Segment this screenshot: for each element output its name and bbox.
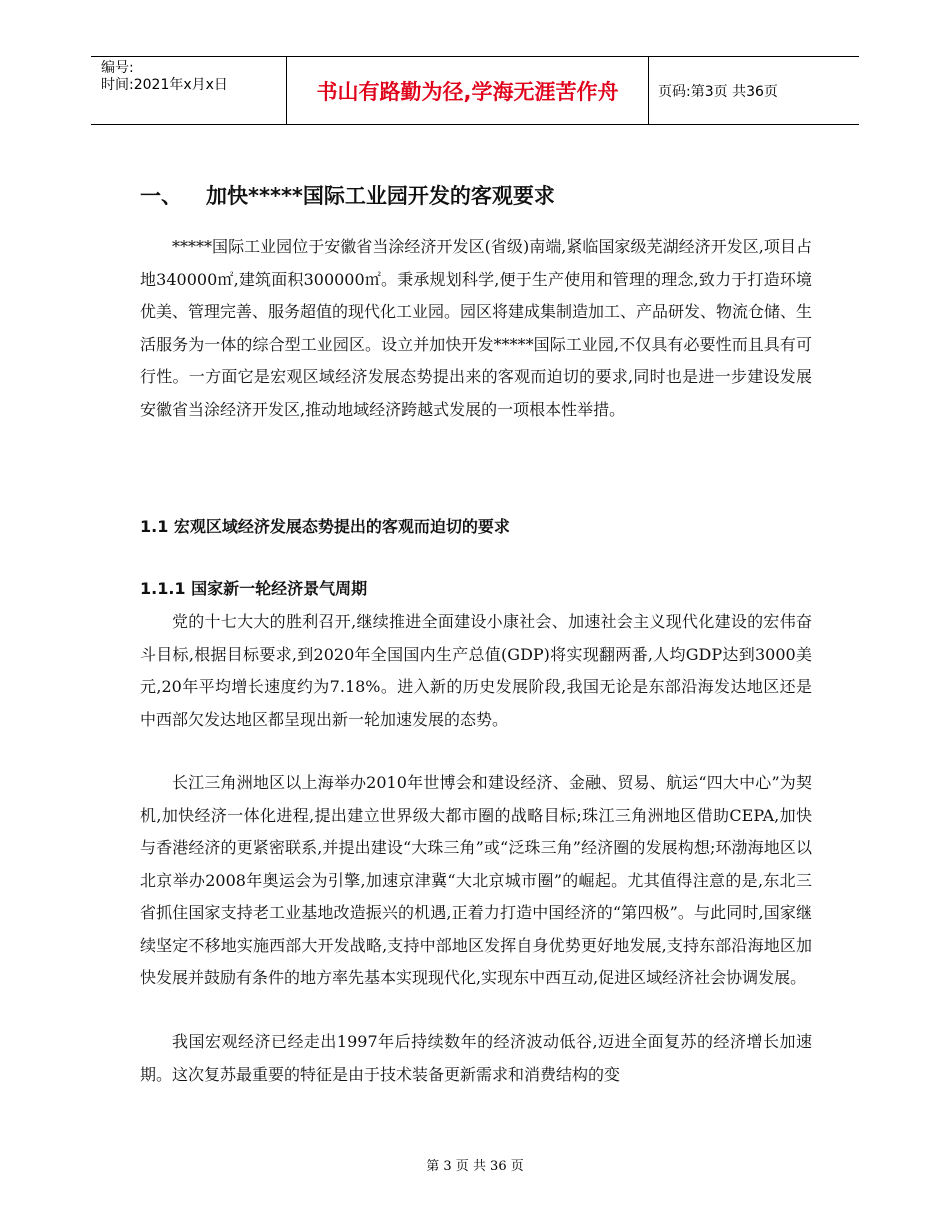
body-paragraph: 我国宏观经济已经走出1997年后持续数年的经济波动低谷,迈进全面复苏的经济增长加速期。这次复苏最重要的特征是由于技术装备更新需求和消费结构的变 xyxy=(140,1032,812,1084)
subsubsection-heading: 1.1.1 国家新一轮经济景气周期 xyxy=(140,579,368,598)
section-heading xyxy=(140,178,820,214)
body-paragraph: 党的十七大大的胜利召开,继续推进全面建设小康社会、加速社会主义现代化建设的宏伟奋斗目标,根据目标要求,到2020年全国国内生产总值(GDP)将实现翻两番,人均GDP达到3000美元,20年平均增长速度约为7.18%。进入新的历史发展阶段,我国无论是东部沿海发达地区还是中西部欠发达地区都呈现出新一轮加速发展的态势。 xyxy=(140,612,812,729)
header-motto: 书山有路勤为径,学海无涯苦作舟 xyxy=(316,79,619,104)
section-title: 加快*****国际工业园开发的客观要求 xyxy=(206,184,555,208)
date-label: 时间:2021年x月x日 xyxy=(101,77,228,93)
header-meta xyxy=(101,60,228,94)
header-divider xyxy=(648,57,649,124)
intro-paragraph: *****国际工业园位于安徽省当涂经济开发区(省级)南端,紧临国家级芜湖经济开发区,项目占地340000㎡,建筑面积300000㎡。秉承规划科学,便于生产使用和管理的理念,致力于打造环境优美、管理完善、服务超值的现代化工业园。园区将建成集制造加工、产品研发、物流仓储、生活服务为一体的综合型工业园区。设立并加快开发*****国际工业园,不仅具有必要性而且具有可行性。一方面它是宏观区域经济发展态势提出来的客观而迫切的要求,同时也是进一步建设发展安徽省当涂经济开发区,推动地域经济跨越式发展的一项根本性举措。 xyxy=(140,237,813,419)
doc-number-label: 编号: xyxy=(101,60,134,76)
page-footer: 第 3 页 共 36 页 xyxy=(426,1159,524,1174)
header-table xyxy=(91,56,859,125)
header-page-info: 页码:第3页 共36页 xyxy=(658,83,778,100)
subsection-heading: 1.1 宏观区域经济发展态势提出的客观而迫切的要求 xyxy=(140,517,510,536)
section-number: 一、 xyxy=(140,184,182,208)
body-paragraph: 长江三角洲地区以上海举办2010年世博会和建设经济、金融、贸易、航运“四大中心”为契机,加快经济一体化进程,提出建立世界级大都市圈的战略目标;珠江三角洲地区借助CEPA,加快与香港经济的更紧密联系,并提出建设“大珠三角”或“泛珠三角”经济圈的发展构想;环渤海地区以北京举办2008年奥运会为引擎,加速京津冀“大北京城市圈”的崛起。尤其值得注意的是,东北三省抓住国家支持老工业基地改造振兴的机遇,正着力打造中国经济的“第四极”。与此同时,国家继续坚定不移地实施西部大开发战略,支持中部地区发挥自身优势更好地发展,支持东部沿海地区加快发展并鼓励有条件的地方率先基本实现现代化,实现东中西互动,促进区域经济社会协调发展。 xyxy=(140,773,812,987)
